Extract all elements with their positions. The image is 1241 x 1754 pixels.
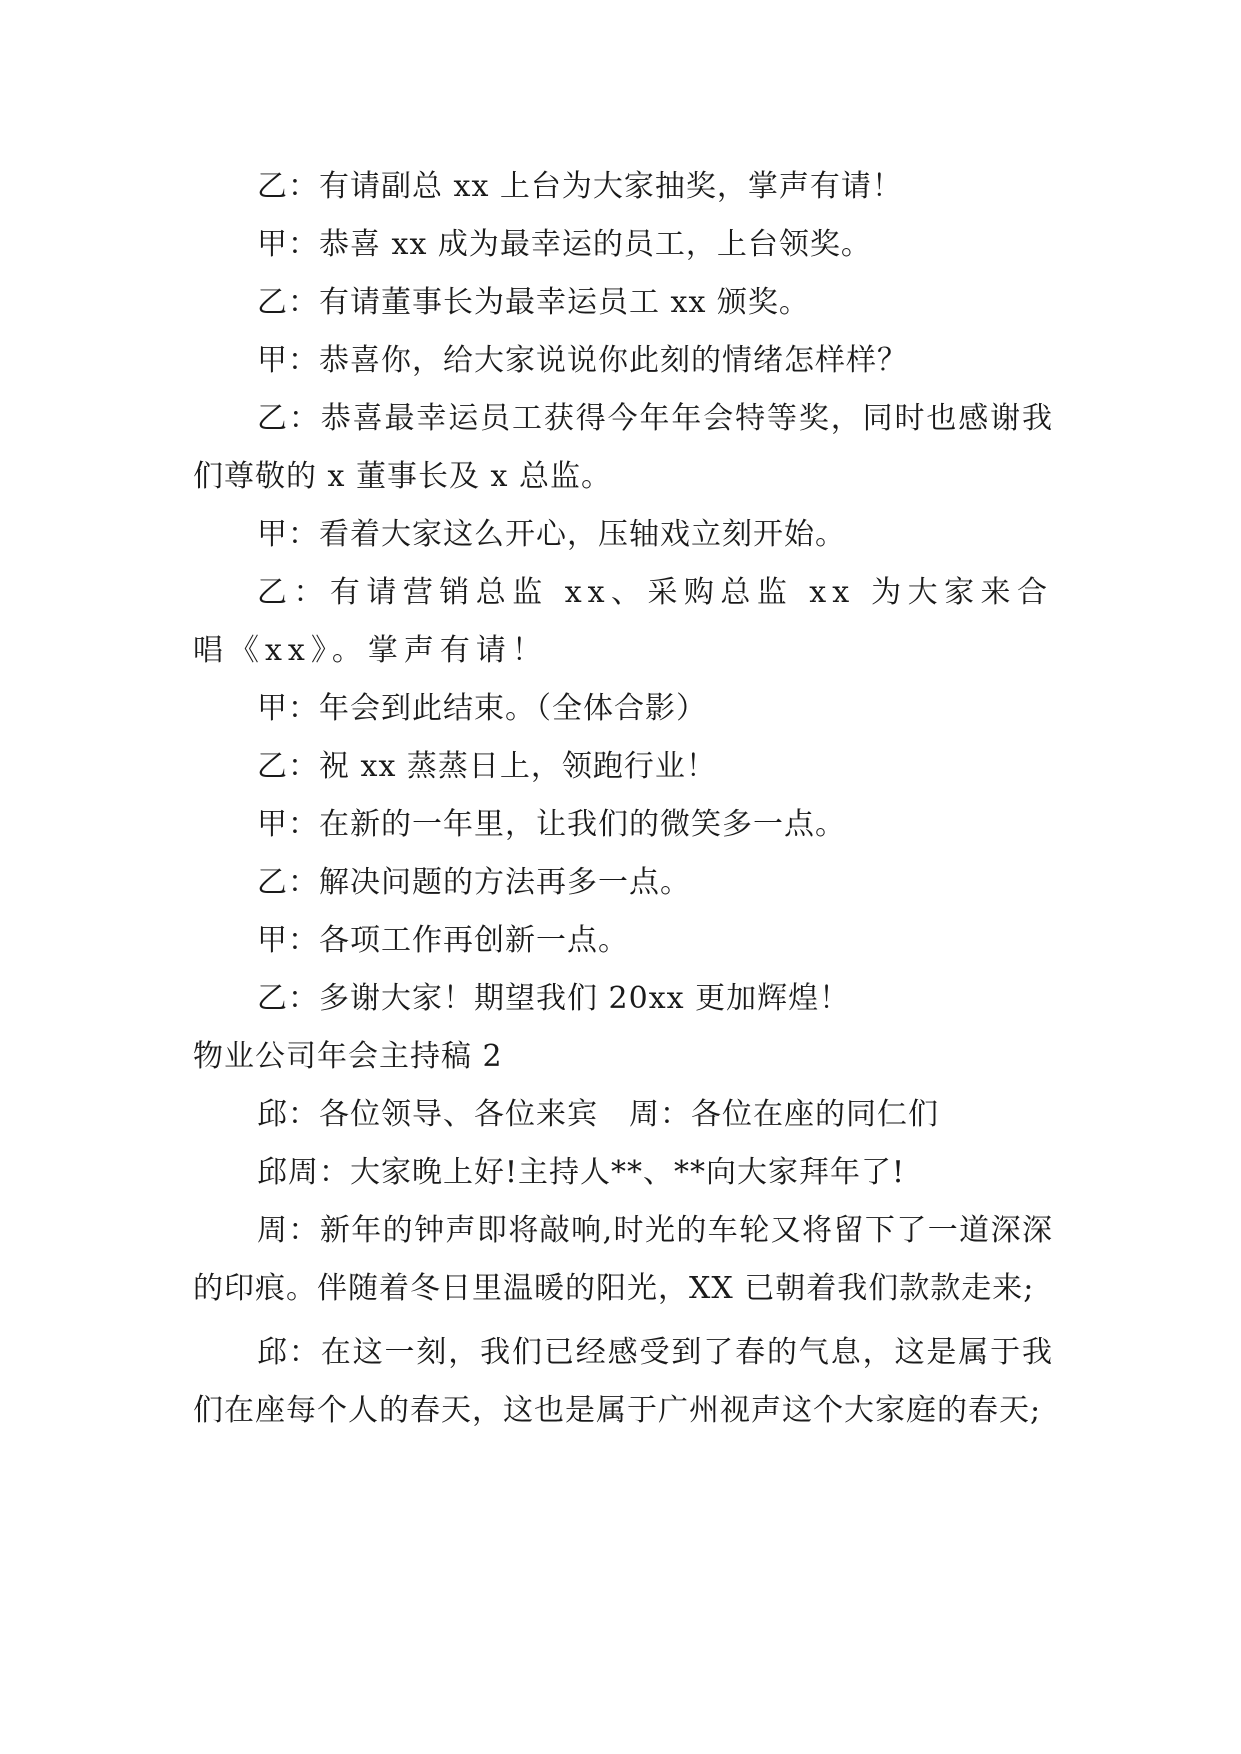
paragraph: 乙：解决问题的方法再多一点。 bbox=[257, 865, 691, 900]
paragraph: 甲：恭喜 xx 成为最幸运的员工，上台领奖。 bbox=[257, 227, 872, 262]
paragraph: 乙：有请副总 xx 上台为大家抽奖，掌声有请！ bbox=[257, 169, 903, 204]
section-heading: 物业公司年会主持稿 2 bbox=[193, 1039, 503, 1074]
paragraph: 甲：看着大家这么开心，压轴戏立刻开始。 bbox=[257, 517, 846, 552]
paragraph: 甲：恭喜你，给大家说说你此刻的情绪怎样样？ bbox=[257, 343, 908, 378]
paragraph: 甲：在新的一年里，让我们的微笑多一点。 bbox=[257, 807, 846, 842]
paragraph: 甲：各项工作再创新一点。 bbox=[257, 923, 629, 958]
paragraph: 乙：多谢大家！期望我们 20xx 更加辉煌！ bbox=[257, 981, 851, 1016]
paragraph: 邱周：大家晚上好!主持人**、**向大家拜年了! bbox=[257, 1155, 906, 1190]
paragraph: 邱：各位领导、各位来宾 周：各位在座的同仁们 bbox=[257, 1097, 939, 1132]
paragraph: 周：新年的钟声即将敲响,时光的车轮又将留下了一道深深的印痕。伴随着冬日里温暖的阳光，XX 已朝着我们款款走来; bbox=[193, 1213, 1053, 1306]
paragraph: 乙：有请董事长为最幸运员工 xx 颁奖。 bbox=[257, 285, 810, 320]
paragraph: 邱：在这一刻，我们已经感受到了春的气息，这是属于我们在座每个人的春天，这也是属于广州视声这个大家庭的春天; bbox=[193, 1335, 1053, 1428]
paragraph: 乙：恭喜最幸运员工获得今年年会特等奖，同时也感谢我们尊敬的 x 董事长及 x 总监。 bbox=[193, 401, 1053, 494]
paragraph: 甲：年会到此结束。（全体合影） bbox=[257, 691, 707, 726]
paragraph: 乙：有请营销总监 xx、采购总监 xx 为大家来合唱《xx》。掌声有请！ bbox=[193, 575, 1053, 668]
paragraph: 乙：祝 xx 蒸蒸日上，领跑行业！ bbox=[257, 749, 717, 784]
document-page bbox=[193, 158, 1053, 1440]
